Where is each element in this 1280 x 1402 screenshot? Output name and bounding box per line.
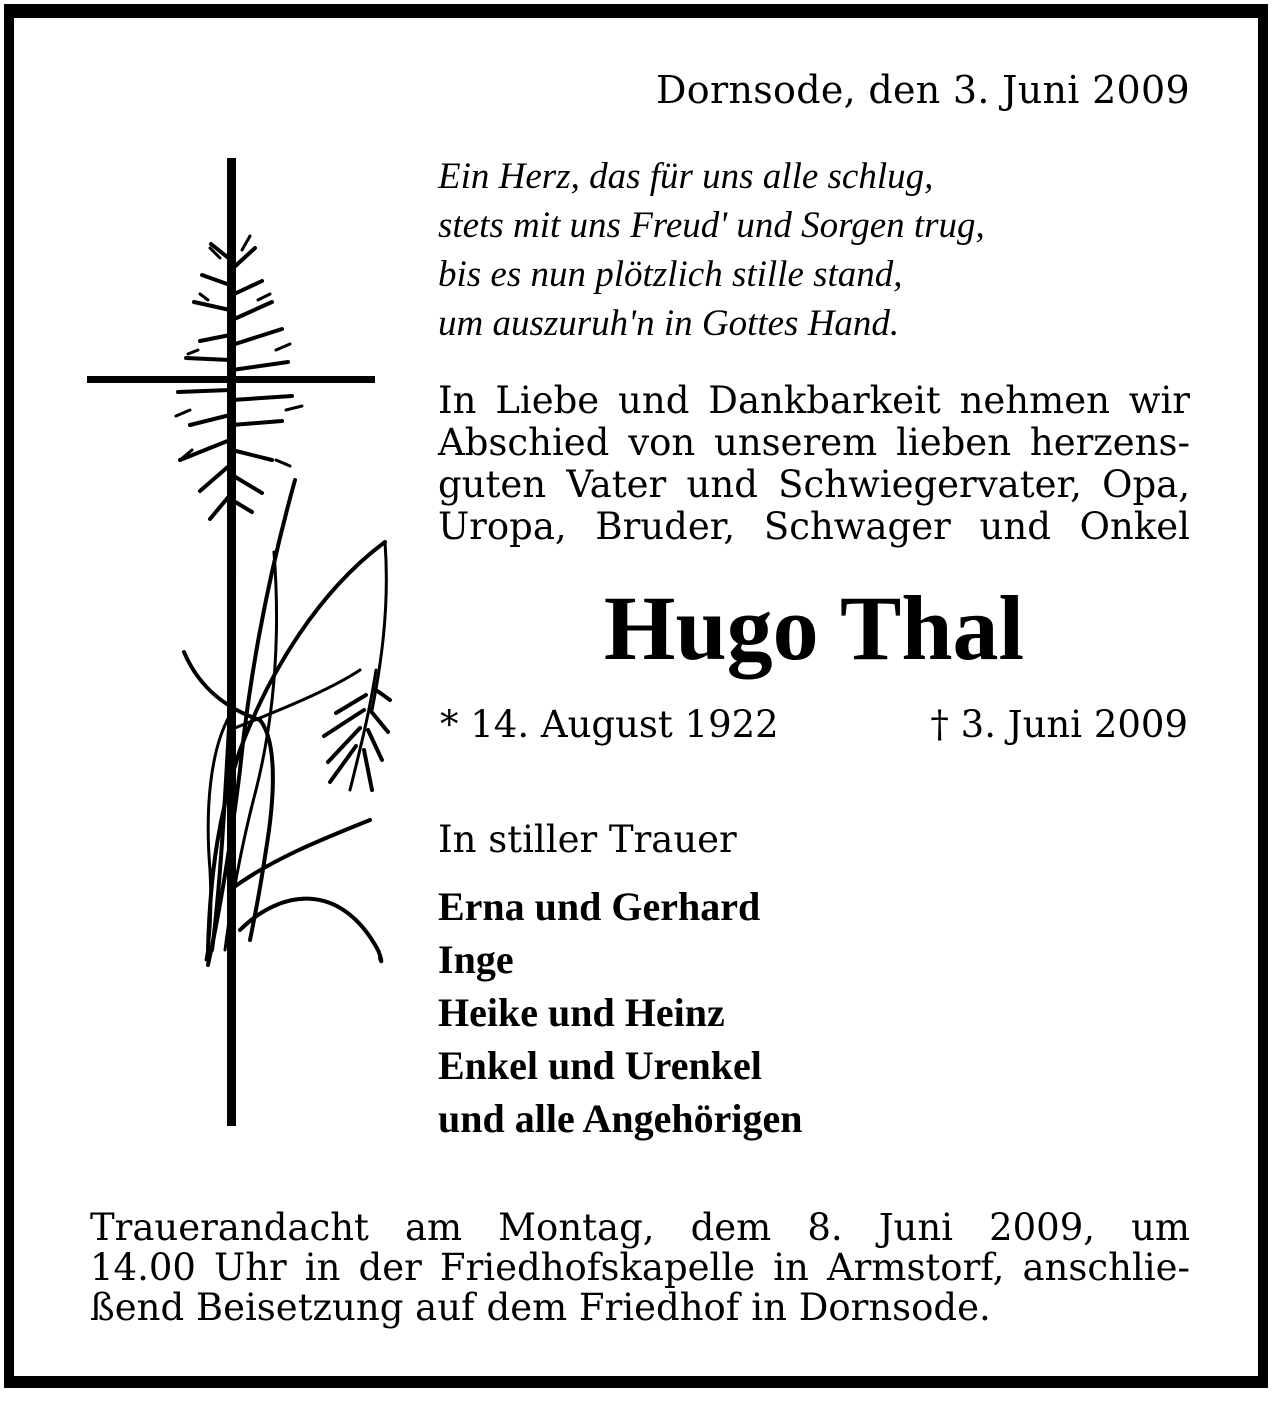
mourners-list <box>438 880 803 1145</box>
intro-text <box>438 380 1190 548</box>
grass-blade <box>230 820 370 890</box>
service-line: Trauerandacht am Montag, dem 8. Juni 2009, um <box>90 1206 1190 1249</box>
intro-line: Abschied von unserem lieben herzens- <box>438 421 1190 464</box>
intro-line: In Liebe und Dankbarkeit nehmen wir <box>438 379 1190 422</box>
service-line: 14.00 Uhr in der Friedhofskapelle in Armstorf, anschlie- <box>90 1246 1190 1289</box>
deceased-name: Hugo Thal <box>603 577 1025 679</box>
death-date: † 3. Juni 2009 <box>930 703 1188 746</box>
service-line: ßend Beisetzung auf dem Friedhof in Dornsode. <box>90 1286 991 1329</box>
seed-head-spikelets <box>324 690 390 790</box>
mourner-name: Erna und Gerhard <box>438 884 761 929</box>
birth-date: * 14. August 1922 <box>440 703 779 746</box>
poem-line: stets mit uns Freud' und Sorgen trug, <box>438 205 985 246</box>
poem-line: um auszuruh'n in Gottes Hand. <box>438 303 900 344</box>
intro-line: Uropa, Bruder, Schwager und Onkel <box>438 505 1190 548</box>
mourner-name: Heike und Heinz <box>438 990 725 1035</box>
mourner-name: und alle Angehörigen <box>438 1096 803 1141</box>
place-date: Dornsode, den 3. Juni 2009 <box>656 68 1190 112</box>
seed-head-stalk <box>350 670 376 790</box>
poem-line: Ein Herz, das für uns alle schlug, <box>438 156 934 197</box>
intro-line: guten Vater und Schwiegervater, Opa, <box>438 463 1190 506</box>
poem <box>438 152 985 348</box>
mourner-name: Enkel und Urenkel <box>438 1043 762 1088</box>
mourner-name: Inge <box>438 937 514 982</box>
cross-with-grass-icon <box>80 150 410 1135</box>
grass-blade <box>240 899 381 962</box>
service-info <box>90 1208 1190 1328</box>
poem-line: bis es nun plötzlich stille stand, <box>438 254 903 295</box>
grass-plume-tips <box>176 236 302 466</box>
mourning-heading: In stiller Trauer <box>438 818 737 861</box>
